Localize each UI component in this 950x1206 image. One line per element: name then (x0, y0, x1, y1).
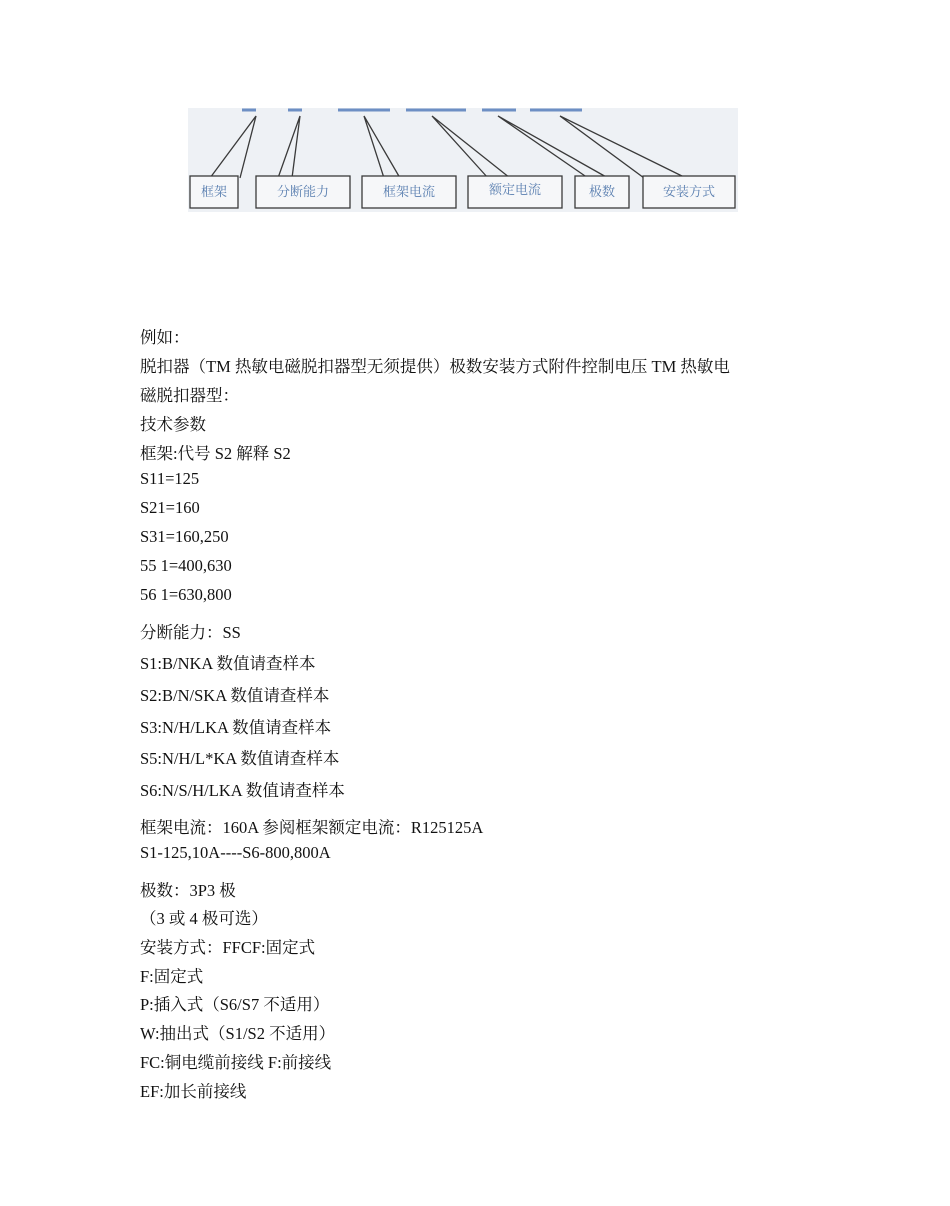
text-line: 分断能力：SS (140, 623, 241, 642)
text-line: 磁脱扣器型： (140, 386, 239, 405)
label-rated-current: 额定电流 (488, 183, 542, 198)
text-line: 框架:代号 S2 解释 S2 (140, 444, 291, 463)
text-line: 例如： (140, 328, 190, 347)
text-line: 框架电流：160A 参阅框架额定电流：R125125A (140, 818, 484, 837)
text-line: S1-125,10A----S6-800,800A (140, 843, 331, 862)
text-line: （3 或 4 极可选） (140, 909, 268, 928)
model-code-diagram (188, 108, 738, 212)
label-mounting: 安装方式 (662, 185, 716, 200)
text-line: S2:B/N/SKA 数值请查样本 (140, 686, 330, 705)
text-line: S11=125 (140, 469, 200, 488)
text-line: 极数：3P3 极 (140, 881, 236, 900)
label-frame: 框架 (200, 185, 228, 200)
text-line: 技术参数 (140, 415, 206, 434)
text-line: S3:N/H/LKA 数值请查样本 (140, 718, 332, 737)
text-line: P:插入式（S6/S7 不适用） (140, 995, 330, 1014)
text-line: EF:加长前接线 (140, 1082, 247, 1101)
diagram-svg (188, 108, 738, 212)
label-poles: 极数 (588, 185, 616, 200)
text-line: S1:B/NKA 数值请查样本 (140, 654, 316, 673)
text-line: 脱扣器（TM 热敏电磁脱扣器型无须提供）极数安装方式附件控制电压 TM 热敏电 (140, 357, 730, 376)
text-line: S5:N/H/L*KA 数值请查样本 (140, 749, 340, 768)
label-frame-current: 框架电流 (382, 185, 436, 200)
label-breaking-capacity: 分断能力 (276, 185, 330, 200)
text-line: 56 1=630,800 (140, 585, 232, 604)
text-line: F:固定式 (140, 967, 204, 986)
text-line: S31=160,250 (140, 527, 229, 546)
text-line: S6:N/S/H/LKA 数值请查样本 (140, 781, 345, 800)
text-line: 55 1=400,630 (140, 556, 232, 575)
text-line: S21=160 (140, 498, 200, 517)
text-line: 安装方式：FFCF:固定式 (140, 938, 316, 957)
text-line: FC:铜电缆前接线 F:前接线 (140, 1053, 332, 1072)
text-line: W:抽出式（S1/S2 不适用） (140, 1024, 336, 1043)
